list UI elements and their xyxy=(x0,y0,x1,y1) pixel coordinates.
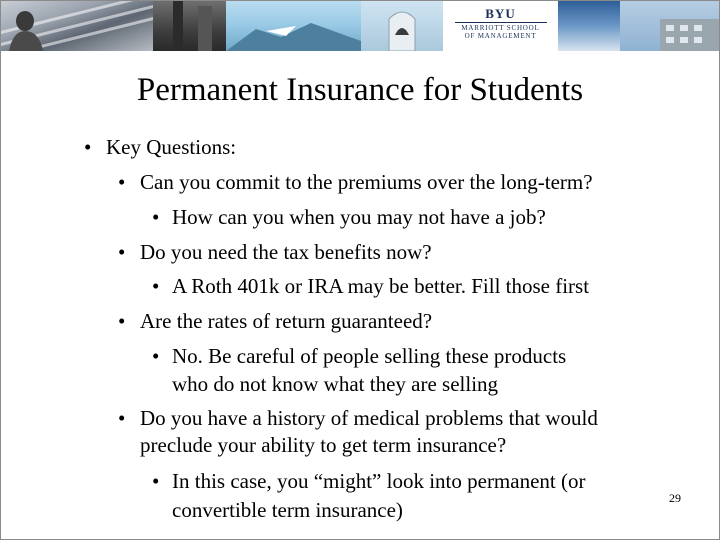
header-banner xyxy=(1,1,719,51)
banner-photo-sky xyxy=(558,1,620,51)
bullet-symbol: • xyxy=(118,406,126,430)
school-name-line2: OF MANAGEMENT xyxy=(464,32,537,40)
bullet-answer-no-cont: who do not know what they are selling xyxy=(172,372,499,396)
bullet-symbol: • xyxy=(152,274,160,298)
school-name-line1: MARRIOTT SCHOOL xyxy=(461,24,540,32)
bullet-symbol: • xyxy=(152,205,160,229)
bullet-symbol: • xyxy=(84,135,92,159)
banner-photo-building xyxy=(620,1,719,51)
byu-logo-text: BYU xyxy=(485,6,516,21)
banner-photo-dark xyxy=(153,1,226,51)
banner-photo-statue xyxy=(1,1,153,51)
bullet-question-medical: Do you have a history of medical problems that would xyxy=(140,406,598,430)
bullet-key-questions: Key Questions: xyxy=(106,135,237,159)
bullet-question-commit: Can you commit to the premiums over the long-term? xyxy=(140,170,593,194)
bullet-question-medical-cont: preclude your ability to get term insurance? xyxy=(140,433,507,457)
page-number: 29 xyxy=(669,491,681,505)
bullet-symbol: • xyxy=(152,469,160,493)
banner-photo-bell xyxy=(361,1,443,51)
bullet-symbol: • xyxy=(118,170,126,194)
bullet-answer-permanent-cont: convertible term insurance) xyxy=(172,498,403,522)
slide-title: Permanent Insurance for Students xyxy=(136,72,584,108)
bullet-answer-no: No. Be careful of people selling these products xyxy=(172,344,567,368)
byu-marriott-logo xyxy=(443,1,558,51)
bullet-symbol: • xyxy=(118,240,126,264)
bullet-question-rates: Are the rates of return guaranteed? xyxy=(140,309,433,333)
bullet-symbol: • xyxy=(152,344,160,368)
bullet-answer-permanent: In this case, you “might” look into permanent (or xyxy=(172,469,586,493)
bullet-question-tax: Do you need the tax benefits now? xyxy=(140,240,432,264)
banner-photo-mountain xyxy=(226,1,361,51)
bullet-answer-roth: A Roth 401k or IRA may be better. Fill those first xyxy=(172,274,590,298)
bullet-answer-job: How can you when you may not have a job? xyxy=(172,205,546,229)
bullet-symbol: • xyxy=(118,309,126,333)
